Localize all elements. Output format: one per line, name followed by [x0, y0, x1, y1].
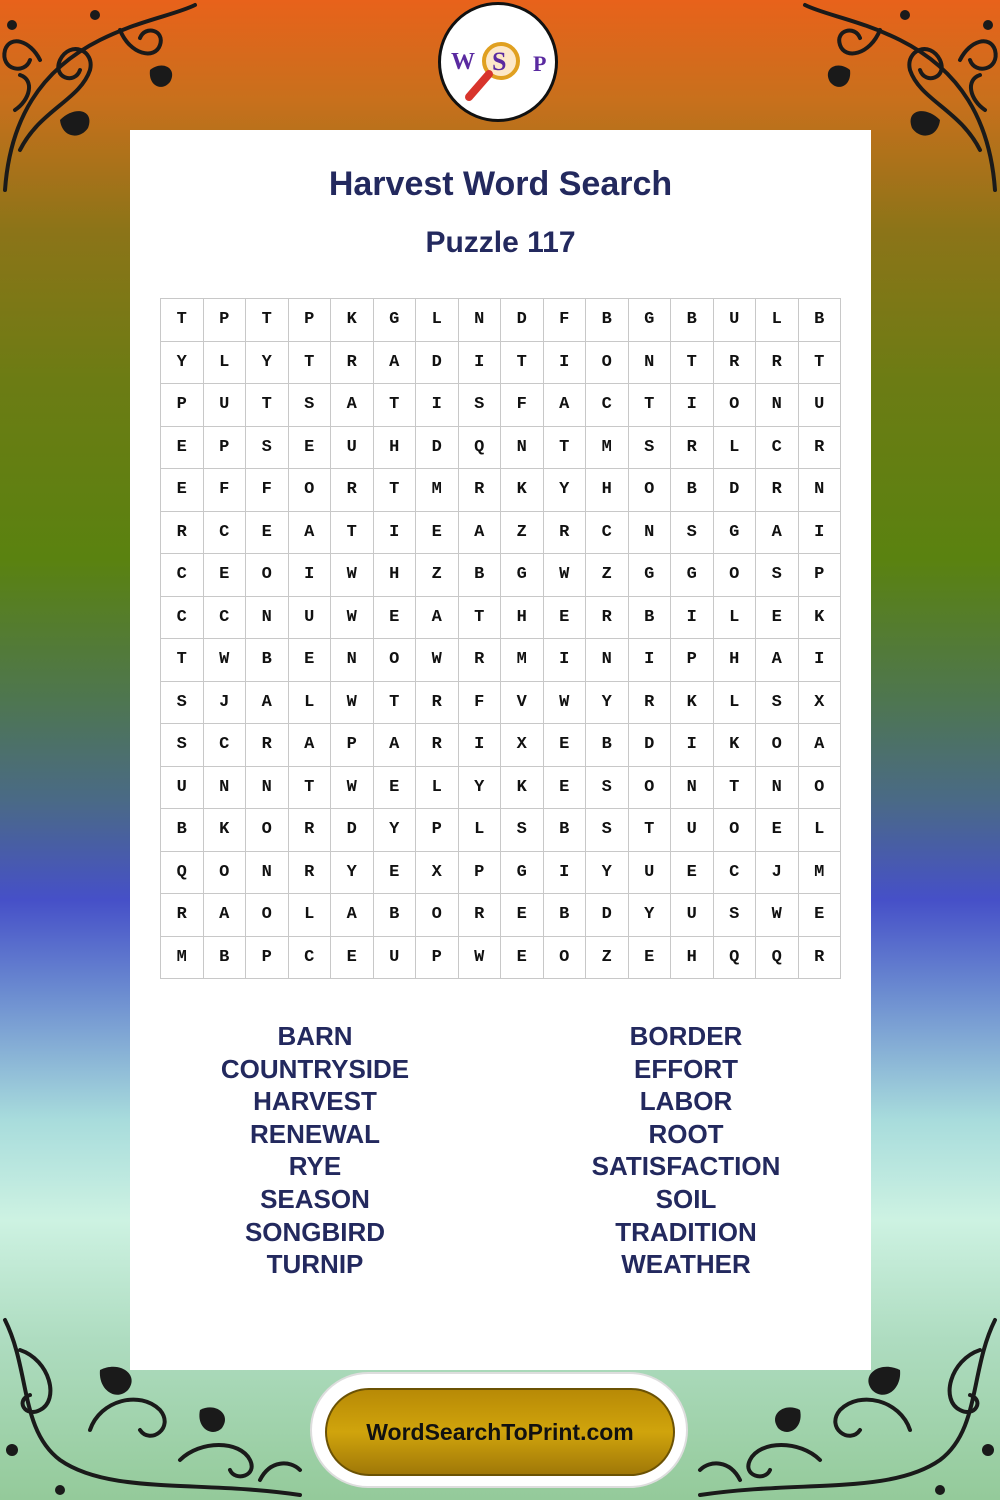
grid-cell: L [756, 299, 799, 342]
grid-cell: M [586, 427, 629, 470]
grid-cell: A [374, 342, 417, 385]
grid-cell: S [586, 767, 629, 810]
grid-cell: H [671, 937, 714, 980]
grid-cell: N [331, 639, 374, 682]
grid-cell: M [416, 469, 459, 512]
grid-cell: P [331, 724, 374, 767]
grid-cell: R [289, 809, 332, 852]
grid-cell: L [714, 427, 757, 470]
grid-cell: E [544, 597, 587, 640]
grid-cell: F [544, 299, 587, 342]
grid-cell: I [671, 597, 714, 640]
grid-cell: E [246, 512, 289, 555]
grid-cell: A [246, 682, 289, 725]
grid-cell: N [246, 852, 289, 895]
grid-cell: C [204, 724, 247, 767]
grid-cell: Y [161, 342, 204, 385]
grid-cell: T [374, 384, 417, 427]
grid-cell: Y [374, 809, 417, 852]
grid-cell: P [416, 937, 459, 980]
grid-cell: B [671, 469, 714, 512]
grid-cell: X [416, 852, 459, 895]
grid-cell: K [671, 682, 714, 725]
grid-cell: S [501, 809, 544, 852]
grid-cell: G [629, 554, 672, 597]
grid-cell: P [289, 299, 332, 342]
grid-cell: L [459, 809, 502, 852]
grid-cell: N [671, 767, 714, 810]
grid-cell: I [544, 342, 587, 385]
grid-cell: T [374, 682, 417, 725]
grid-cell: N [586, 639, 629, 682]
grid-cell: E [756, 809, 799, 852]
grid-cell: Z [586, 937, 629, 980]
grid-cell: W [756, 894, 799, 937]
grid-cell: I [799, 639, 842, 682]
grid-cell: A [416, 597, 459, 640]
grid-cell: U [799, 384, 842, 427]
grid-cell: K [501, 469, 544, 512]
grid-cell: J [756, 852, 799, 895]
word-item: SOIL [655, 1183, 717, 1214]
word-item: EFFORT [634, 1053, 738, 1084]
word-item: SEASON [260, 1183, 370, 1214]
grid-cell: L [714, 597, 757, 640]
grid-cell: O [756, 724, 799, 767]
grid-cell: D [586, 894, 629, 937]
grid-cell: P [416, 809, 459, 852]
letter-grid [160, 298, 841, 979]
word-item: RYE [288, 1151, 342, 1182]
grid-cell: R [756, 469, 799, 512]
grid-cell: O [544, 937, 587, 980]
grid-cell: L [416, 299, 459, 342]
grid-cell: N [756, 384, 799, 427]
puzzle-sheet [130, 130, 871, 1370]
grid-cell: N [246, 597, 289, 640]
word-item: RENEWAL [250, 1118, 380, 1149]
grid-cell: C [204, 512, 247, 555]
grid-cell: R [161, 894, 204, 937]
logo-letter-w: W [451, 49, 475, 75]
grid-cell: J [204, 682, 247, 725]
grid-cell: U [289, 597, 332, 640]
grid-cell: N [756, 767, 799, 810]
grid-cell: E [374, 852, 417, 895]
logo[interactable] [438, 2, 558, 122]
grid-cell: K [799, 597, 842, 640]
grid-cell: E [544, 724, 587, 767]
grid-cell: N [501, 427, 544, 470]
grid-cell: A [331, 384, 374, 427]
grid-cell: O [714, 554, 757, 597]
grid-cell: A [799, 724, 842, 767]
grid-cell: R [671, 427, 714, 470]
grid-cell: Y [331, 852, 374, 895]
grid-cell: C [204, 597, 247, 640]
grid-cell: Y [246, 342, 289, 385]
grid-cell: I [799, 512, 842, 555]
grid-cell: D [629, 724, 672, 767]
grid-cell: I [459, 724, 502, 767]
grid-cell: W [204, 639, 247, 682]
grid-cell: I [671, 384, 714, 427]
grid-cell: T [289, 767, 332, 810]
grid-cell: N [246, 767, 289, 810]
grid-cell: B [204, 937, 247, 980]
grid-cell: B [544, 894, 587, 937]
grid-cell: E [501, 937, 544, 980]
grid-cell: E [374, 767, 417, 810]
grid-cell: B [799, 299, 842, 342]
grid-cell: C [586, 384, 629, 427]
grid-cell: S [629, 427, 672, 470]
grid-cell: Q [756, 937, 799, 980]
grid-cell: P [204, 299, 247, 342]
grid-cell: D [331, 809, 374, 852]
grid-cell: S [756, 682, 799, 725]
grid-cell: S [586, 809, 629, 852]
grid-cell: D [416, 427, 459, 470]
grid-cell: I [629, 639, 672, 682]
grid-cell: N [629, 342, 672, 385]
grid-cell: W [331, 682, 374, 725]
grid-cell: S [289, 384, 332, 427]
grid-cell: W [331, 597, 374, 640]
grid-cell: U [671, 809, 714, 852]
grid-cell: T [331, 512, 374, 555]
grid-cell: A [289, 724, 332, 767]
grid-cell: B [544, 809, 587, 852]
grid-cell: M [799, 852, 842, 895]
grid-cell: S [459, 384, 502, 427]
grid-cell: K [501, 767, 544, 810]
grid-cell: I [459, 342, 502, 385]
grid-cell: O [204, 852, 247, 895]
grid-cell: P [246, 937, 289, 980]
grid-cell: H [586, 469, 629, 512]
grid-cell: R [756, 342, 799, 385]
grid-cell: C [161, 597, 204, 640]
page-title: Harvest Word Search [328, 165, 673, 203]
grid-cell: T [629, 809, 672, 852]
grid-cell: I [289, 554, 332, 597]
grid-cell: G [714, 512, 757, 555]
grid-cell: X [799, 682, 842, 725]
grid-cell: P [204, 427, 247, 470]
grid-cell: K [714, 724, 757, 767]
grid-cell: V [501, 682, 544, 725]
grid-cell: E [161, 427, 204, 470]
grid-cell: L [289, 894, 332, 937]
word-item: ROOT [648, 1118, 724, 1149]
grid-cell: R [331, 469, 374, 512]
grid-cell: A [459, 512, 502, 555]
word-item: TRADITION [615, 1216, 757, 1247]
grid-cell: T [289, 342, 332, 385]
grid-cell: U [204, 384, 247, 427]
logo-letter-p: P [533, 51, 547, 76]
grid-cell: A [331, 894, 374, 937]
grid-cell: F [204, 469, 247, 512]
grid-cell: K [204, 809, 247, 852]
grid-cell: E [501, 894, 544, 937]
grid-cell: O [586, 342, 629, 385]
grid-cell: G [501, 554, 544, 597]
grid-cell: C [714, 852, 757, 895]
grid-cell: H [374, 554, 417, 597]
grid-cell: O [289, 469, 332, 512]
grid-cell: R [459, 894, 502, 937]
grid-cell: N [629, 512, 672, 555]
grid-cell: A [204, 894, 247, 937]
word-list-left [130, 1020, 500, 1281]
grid-cell: E [756, 597, 799, 640]
grid-cell: Y [586, 852, 629, 895]
word-list-right [501, 1020, 871, 1281]
grid-cell: W [459, 937, 502, 980]
grid-cell: F [459, 682, 502, 725]
grid-cell: Z [416, 554, 459, 597]
grid-cell: R [629, 682, 672, 725]
grid-cell: B [586, 724, 629, 767]
grid-cell: Q [161, 852, 204, 895]
grid-cell: G [374, 299, 417, 342]
grid-cell: E [289, 427, 332, 470]
grid-cell: L [204, 342, 247, 385]
grid-cell: I [671, 724, 714, 767]
grid-cell: L [714, 682, 757, 725]
grid-cell: S [161, 724, 204, 767]
grid-cell: Y [544, 469, 587, 512]
grid-cell: D [714, 469, 757, 512]
grid-cell: S [161, 682, 204, 725]
grid-cell: A [289, 512, 332, 555]
grid-cell: B [629, 597, 672, 640]
grid-cell: N [459, 299, 502, 342]
grid-cell: S [246, 427, 289, 470]
word-item: SATISFACTION [591, 1151, 781, 1182]
grid-cell: E [416, 512, 459, 555]
grid-cell: H [714, 639, 757, 682]
grid-cell: O [629, 767, 672, 810]
grid-cell: C [756, 427, 799, 470]
grid-cell: L [416, 767, 459, 810]
puzzle-number: Puzzle 117 [425, 226, 576, 259]
grid-cell: R [799, 937, 842, 980]
grid-cell: W [416, 639, 459, 682]
grid-cell: O [714, 809, 757, 852]
grid-cell: T [799, 342, 842, 385]
grid-cell: F [246, 469, 289, 512]
grid-cell: O [416, 894, 459, 937]
grid-cell: B [246, 639, 289, 682]
grid-cell: W [331, 767, 374, 810]
grid-cell: S [756, 554, 799, 597]
grid-cell: R [416, 682, 459, 725]
grid-cell: N [799, 469, 842, 512]
grid-cell: R [416, 724, 459, 767]
grid-cell: E [799, 894, 842, 937]
website-link[interactable]: WordSearchToPrint.com [325, 1388, 675, 1476]
grid-cell: E [629, 937, 672, 980]
grid-cell: U [374, 937, 417, 980]
grid-cell: E [289, 639, 332, 682]
word-item: COUNTRYSIDE [220, 1053, 410, 1084]
grid-cell: R [586, 597, 629, 640]
grid-cell: B [671, 299, 714, 342]
grid-cell: O [374, 639, 417, 682]
grid-cell: I [416, 384, 459, 427]
grid-cell: Q [714, 937, 757, 980]
grid-cell: R [246, 724, 289, 767]
grid-cell: P [799, 554, 842, 597]
grid-cell: S [671, 512, 714, 555]
grid-cell: G [671, 554, 714, 597]
grid-cell: O [799, 767, 842, 810]
logo-letter-s: S [492, 47, 507, 76]
word-item: TURNIP [266, 1249, 364, 1280]
word-item: SONGBIRD [244, 1216, 386, 1247]
grid-cell: E [544, 767, 587, 810]
grid-cell: A [756, 639, 799, 682]
grid-cell: T [161, 639, 204, 682]
grid-cell: G [629, 299, 672, 342]
grid-cell: R [161, 512, 204, 555]
grid-cell: R [544, 512, 587, 555]
grid-cell: B [374, 894, 417, 937]
grid-cell: E [374, 597, 417, 640]
grid-cell: E [161, 469, 204, 512]
grid-cell: B [586, 299, 629, 342]
grid-cell: D [416, 342, 459, 385]
grid-cell: R [459, 469, 502, 512]
grid-cell: C [289, 937, 332, 980]
grid-cell: T [544, 427, 587, 470]
grid-cell: K [331, 299, 374, 342]
grid-cell: E [671, 852, 714, 895]
grid-cell: Z [586, 554, 629, 597]
grid-cell: F [501, 384, 544, 427]
grid-cell: C [586, 512, 629, 555]
grid-cell: O [714, 384, 757, 427]
grid-cell: T [374, 469, 417, 512]
grid-cell: U [331, 427, 374, 470]
grid-cell: N [204, 767, 247, 810]
grid-cell: Y [586, 682, 629, 725]
grid-cell: S [714, 894, 757, 937]
grid-cell: U [714, 299, 757, 342]
grid-cell: U [671, 894, 714, 937]
grid-cell: Y [629, 894, 672, 937]
word-item: BORDER [629, 1021, 743, 1051]
grid-cell: W [544, 554, 587, 597]
grid-cell: A [544, 384, 587, 427]
grid-cell: O [246, 894, 289, 937]
grid-cell: A [756, 512, 799, 555]
grid-cell: O [629, 469, 672, 512]
grid-cell: T [246, 299, 289, 342]
grid-cell: B [459, 554, 502, 597]
grid-cell: G [501, 852, 544, 895]
grid-cell: T [161, 299, 204, 342]
grid-cell: Q [459, 427, 502, 470]
grid-cell: B [161, 809, 204, 852]
grid-cell: O [246, 554, 289, 597]
word-item: WEATHER [621, 1249, 751, 1280]
grid-cell: T [459, 597, 502, 640]
grid-cell: P [671, 639, 714, 682]
grid-cell: H [501, 597, 544, 640]
grid-cell: M [501, 639, 544, 682]
grid-cell: T [246, 384, 289, 427]
grid-cell: L [289, 682, 332, 725]
grid-cell: R [459, 639, 502, 682]
word-item: BARN [277, 1021, 353, 1051]
grid-cell: E [204, 554, 247, 597]
grid-cell: R [289, 852, 332, 895]
word-item: LABOR [639, 1086, 733, 1117]
grid-cell: H [374, 427, 417, 470]
word-item: HARVEST [253, 1086, 377, 1117]
grid-cell: R [714, 342, 757, 385]
grid-cell: U [161, 767, 204, 810]
grid-cell: W [331, 554, 374, 597]
grid-cell: T [629, 384, 672, 427]
grid-cell: P [459, 852, 502, 895]
grid-cell: A [374, 724, 417, 767]
grid-cell: R [331, 342, 374, 385]
grid-cell: P [161, 384, 204, 427]
grid-cell: O [246, 809, 289, 852]
grid-cell: D [501, 299, 544, 342]
grid-cell: W [544, 682, 587, 725]
grid-cell: U [629, 852, 672, 895]
grid-cell: I [544, 852, 587, 895]
grid-cell: Z [501, 512, 544, 555]
grid-cell: L [799, 809, 842, 852]
grid-cell: C [161, 554, 204, 597]
grid-cell: T [671, 342, 714, 385]
grid-cell: T [714, 767, 757, 810]
grid-cell: T [501, 342, 544, 385]
grid-cell: X [501, 724, 544, 767]
grid-cell: M [161, 937, 204, 980]
grid-cell: E [331, 937, 374, 980]
grid-cell: I [544, 639, 587, 682]
grid-cell: R [799, 427, 842, 470]
grid-cell: I [374, 512, 417, 555]
grid-cell: Y [459, 767, 502, 810]
